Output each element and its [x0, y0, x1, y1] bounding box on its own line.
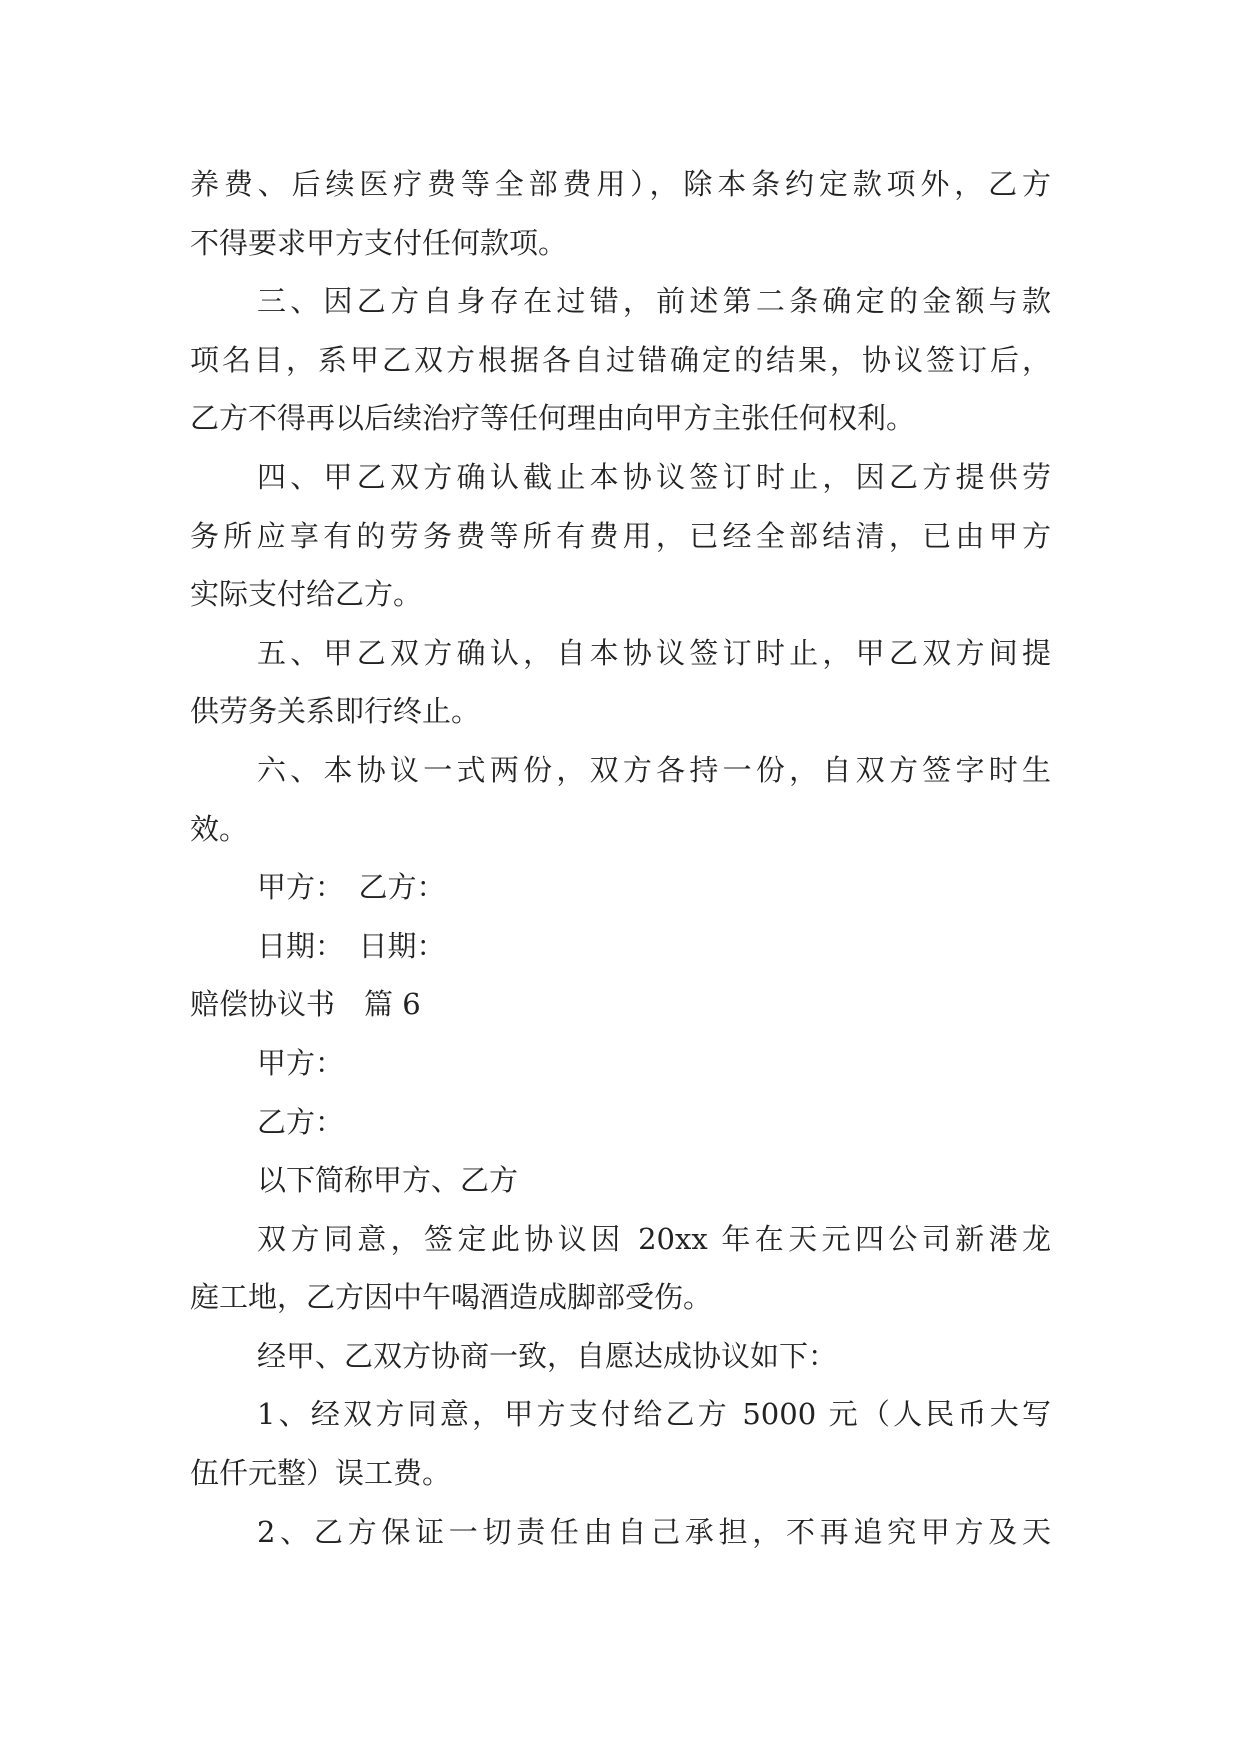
text-line: 四、甲乙双方确认截止本协议签订时止，因乙方提供劳 [257, 459, 1051, 494]
text-line: 项名目，系甲乙双方根据各自过错确定的结果，协议签订后， [190, 342, 1051, 377]
paragraph-clause-4 [190, 448, 1051, 624]
paragraph-agreement-intro [190, 1327, 1051, 1386]
text-line: 实际支付给乙方。 [190, 577, 423, 612]
paragraph-clause-5 [190, 624, 1051, 741]
signature-line: 甲方： 乙方： [257, 870, 446, 905]
party-b [190, 1093, 1051, 1152]
paragraph-fee-continuation [190, 155, 1051, 272]
paragraph-clause-3 [190, 272, 1051, 448]
text-line: 供劳务关系即行终止。 [190, 694, 481, 729]
text-line: 以下简称甲方、乙方 [257, 1163, 519, 1198]
section-title: 赔偿协议书 篇 6 [190, 987, 421, 1022]
paragraph-item-1 [190, 1385, 1051, 1502]
date-line: 日期： 日期： [257, 928, 446, 963]
text-line: 务所应享有的劳务费等所有费用，已经全部结清，已由甲方 [190, 518, 1051, 553]
signature-parties [190, 858, 1051, 917]
paragraph-incident [190, 1210, 1051, 1327]
party-b-label: 乙方： [257, 1104, 345, 1139]
text-line: 乙方不得再以后续治疗等任何理由向甲方主张任何权利。 [190, 401, 916, 436]
text-line: 双方同意，签定此协议因 20xx 年在天元四公司新港龙 [257, 1221, 1051, 1256]
party-a [190, 1034, 1051, 1093]
document-body [190, 155, 1051, 1561]
paragraph-clause-6 [190, 741, 1051, 858]
text-line: 伍仟元整）误工费。 [190, 1456, 452, 1491]
paragraph-item-2 [190, 1503, 1051, 1562]
text-line: 五、甲乙双方确认，自本协议签订时止，甲乙双方间提 [257, 635, 1051, 670]
text-line: 效。 [190, 811, 249, 846]
signature-dates [190, 917, 1051, 976]
section-heading [190, 975, 1051, 1034]
text-line: 三、因乙方自身存在过错，前述第二条确定的金额与款 [257, 284, 1051, 319]
text-line: 庭工地，乙方因中午喝酒造成脚部受伤。 [190, 1280, 713, 1315]
text-line: 1、经双方同意，甲方支付给乙方 5000 元（人民币大写 [257, 1397, 1051, 1432]
text-line: 养费、后续医疗费等全部费用），除本条约定款项外，乙方 [190, 167, 1051, 201]
text-line: 经甲、乙双方协商一致，自愿达成协议如下： [257, 1338, 838, 1373]
abbreviation-note [190, 1151, 1051, 1210]
text-line: 2、乙方保证一切责任由自己承担，不再追究甲方及天 [257, 1514, 1051, 1549]
text-line: 不得要求甲方支付任何款项。 [190, 225, 568, 260]
party-a-label: 甲方： [257, 1045, 345, 1080]
text-line: 六、本协议一式两份，双方各持一份，自双方签字时生 [257, 752, 1051, 787]
